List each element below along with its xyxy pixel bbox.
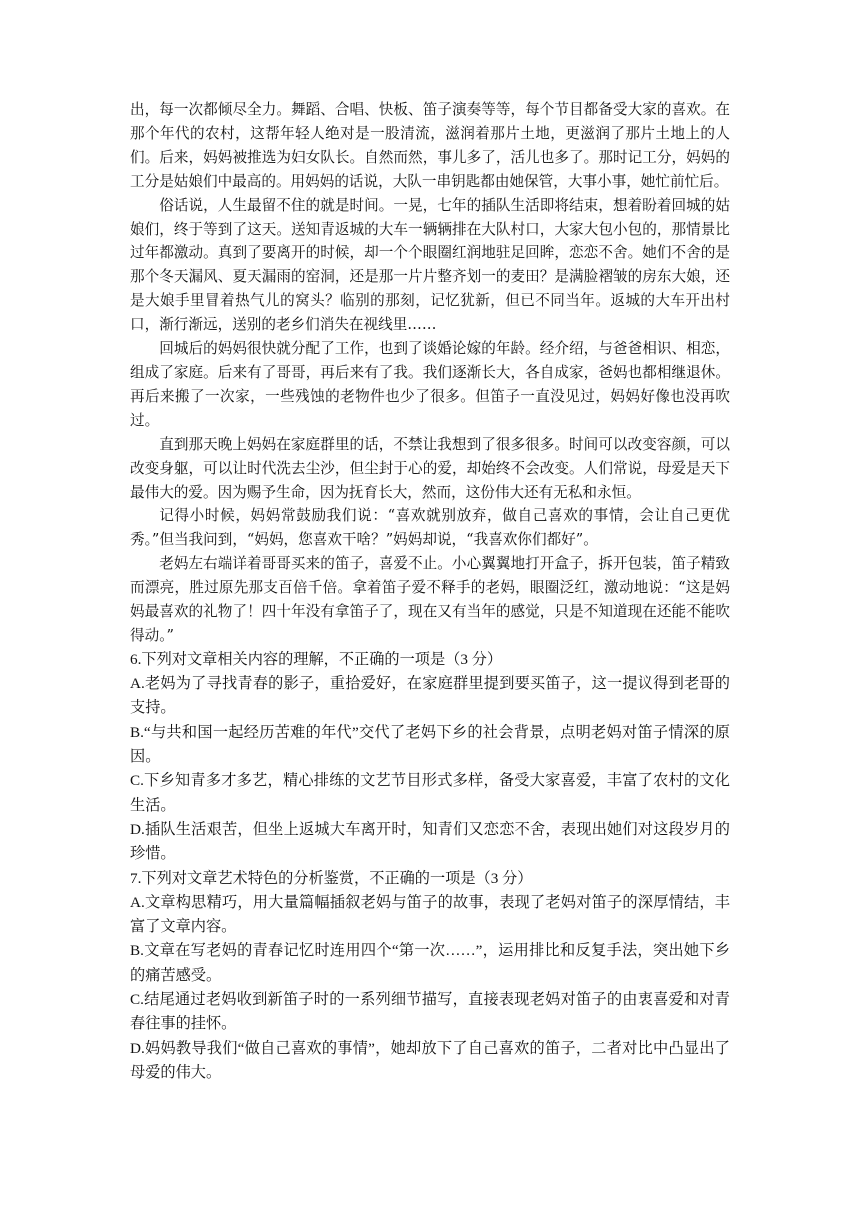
document-page	[130, 98, 730, 1085]
question-7-option-d: D.妈妈教导我们“做自己喜欢的事情”，她却放下了自己喜欢的笛子，二者对比中凸显出了母爱的伟大。	[130, 1039, 730, 1081]
question-section	[130, 648, 730, 1085]
question-6-option-c: C.下乡知青多才多艺，精心排练的文艺节目形式多样，备受大家喜爱，丰富了农村的文化生活。	[130, 772, 730, 814]
story-text	[130, 98, 730, 648]
story-paragraph: 老妈左右端详着哥哥买来的笛子，喜爱不止。小心翼翼地打开盒子，拆开包装，笛子精致而漂亮，胜过原先那支百倍千倍。拿着笛子爱不释手的老妈，眼圈泛红，激动地说：“这是妈妈最喜欢的礼物了！四十年没有拿笛子了，现在又有当年的感觉，只是不知道现在还能不能吹得动。”	[130, 555, 730, 644]
question-7-option-b: B.文章在写老妈的青春记忆时连用四个“第一次……”，运用排比和反复手法，突出她下乡的痛苦感受。	[130, 942, 730, 984]
question-7-stem: 7.下列对文章艺术特色的分析鉴赏，不正确的一项是（3 分）	[130, 869, 533, 887]
story-paragraph: 记得小时候，妈妈常鼓励我们说：“喜欢就别放弃，做自己喜欢的事情，会让自己更优秀。”但当我问到，“妈妈，您喜欢干啥？”妈妈却说，“我喜欢你们都好”。	[130, 507, 730, 549]
question-6-option-a: A.老妈为了寻找青春的影子，重拾爱好，在家庭群里提到要买笛子，这一提议得到老哥的支持。	[130, 675, 730, 717]
story-paragraph: 出，每一次都倾尽全力。舞蹈、合唱、快板、笛子演奏等等，每个节目都备受大家的喜欢。在那个年代的农村，这帮年轻人绝对是一股清流，滋润着那片土地，更滋润了那片土地上的人们。后来，妈妈被推选为妇女队长。自然而然，事儿多了，活儿也多了。那时记工分，妈妈的工分是姑娘们中最高的。用妈妈的话说，大队一串钥匙都由她保管，大事小事，她忙前忙后。	[130, 101, 730, 190]
question-6-option-d: D.插队生活艰苦，但坐上返城大车离开时，知青们又恋恋不舍，表现出她们对这段岁月的珍惜。	[130, 820, 730, 863]
question-7-option-a: A.文章构思精巧，用大量篇幅插叙老妈与笛子的故事，表现了老妈对笛子的深厚情结，丰富了文章内容。	[130, 893, 730, 936]
question-6-option-b: B.“与共和国一起经历苦难的年代”交代了老妈下乡的社会背景，点明老妈对笛子情深的原因。	[130, 723, 730, 766]
question-7-option-c: C.结尾通过老妈收到新笛子时的一系列细节描写，直接表现老妈对笛子的由衷喜爱和对青春往事的挂怀。	[130, 991, 730, 1033]
story-paragraph: 俗话说，人生最留不住的就是时间。一晃，七年的插队生活即将结束，想着盼着回城的姑娘们，终于等到了这天。送知青返城的大车一辆辆排在大队村口，大家大包小包的，那情景比过年都激动。真到了要离开的时候，却一个个眼圈红润地驻足回眸，恋恋不舍。她们不舍的是那个冬天漏风、夏天漏雨的窑洞，还是那一片片整齐划一的麦田？是满脸褶皱的房东大娘，还是大娘手里冒着热气儿的窝头？临别的那刻，记忆犹新，但已不同当年。返城的大车开出村口，渐行渐远，送别的老乡们消失在视线里……	[130, 196, 730, 334]
story-paragraph: 回城后的妈妈很快就分配了工作，也到了谈婚论嫁的年龄。经介绍，与爸爸相识、相恋，组成了家庭。后来有了哥哥，再后来有了我。我们逐渐长大，各自成家，爸妈也都相继退休。再后来搬了一次家，一些残蚀的老物件也少了很多。但笛子一直没见过，妈妈好像也没再吹过。	[130, 340, 730, 429]
story-paragraph: 直到那天晚上妈妈在家庭群里的话，不禁让我想到了很多很多。时间可以改变容颜，可以改变身躯，可以让时代洗去尘沙，但尘封于心的爱，却始终不会改变。人们常说，母爱是天下最伟大的爱。因为赐予生命，因为抚育长大，然而，这份伟大还有无私和永恒。	[130, 435, 730, 501]
question-6-stem: 6.下列对文章相关内容的理解，不正确的一项是（3 分）	[130, 650, 503, 668]
